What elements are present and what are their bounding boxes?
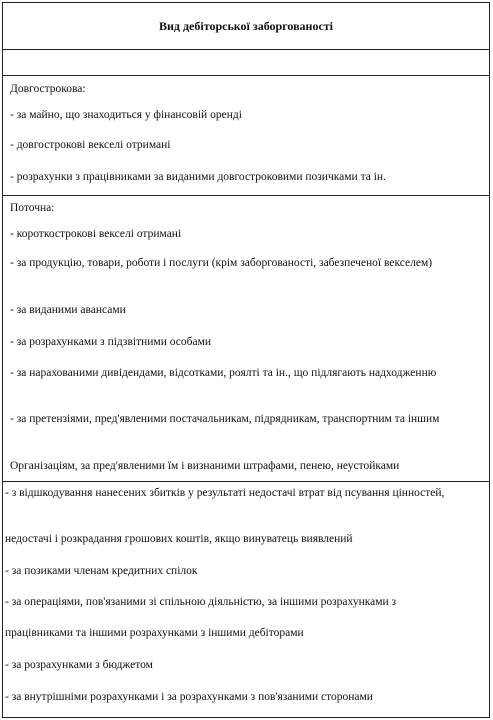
list-item: - довгострокові векселі отримані <box>10 139 171 151</box>
list-item: - за розрахунками з бюджетом <box>5 659 153 671</box>
list-item: - за майно, що знаходиться у фінансовій оренді <box>10 109 242 121</box>
table-header-title: Вид дебіторської заборгованості <box>158 19 334 33</box>
list-item: - за внутрішніми розрахунками і за розрахунками з пов'язаними сторонами <box>5 691 373 703</box>
list-item: - за претензіями, пред'явленими постачальникам, підрядникам, транспортним та іншим <box>10 413 440 425</box>
list-item: Організаціям, за пред'явленими їм і визнаними штрафами, пенею, неустойками <box>10 460 400 472</box>
current-heading: Поточна: <box>10 202 55 214</box>
row-divider <box>3 49 489 50</box>
list-item: - за операціями, пов'язаними зі спільною діяльністю, за іншими розрахунками з <box>5 596 397 608</box>
list-item: - за виданими авансами <box>10 304 126 316</box>
list-item: - з відшкодування нанесених збитків у результаті недостачі втрат від псування цінностей, <box>5 487 445 499</box>
list-item: - розрахунки з працівниками за виданими довгостроковими позичками та ін. <box>10 171 386 183</box>
list-item: - за позиками членам кредитних спілок <box>5 565 198 577</box>
list-item: працівниками та іншими розрахунками з іншими дебіторами <box>5 627 304 639</box>
long-term-heading: Довгострокова: <box>10 83 86 95</box>
list-item: - за продукцію, товари, роботи і послуги (крім заборгованості, забезпеченої векселем) <box>10 257 433 269</box>
row-divider <box>3 195 489 196</box>
list-item: - за нарахованими дивідендами, відсотками, роялті та ін., що підлягають надходженню <box>10 367 437 379</box>
row-divider <box>3 481 489 482</box>
list-item: - короткострокові векселі отримані <box>10 228 182 240</box>
receivables-table <box>2 2 490 718</box>
list-item: недостачі і розкрадання грошових коштів, якщо винуватець виявлений <box>5 533 353 545</box>
list-item: - за розрахунками з підзвітними особами <box>10 336 212 348</box>
row-divider <box>3 75 489 76</box>
